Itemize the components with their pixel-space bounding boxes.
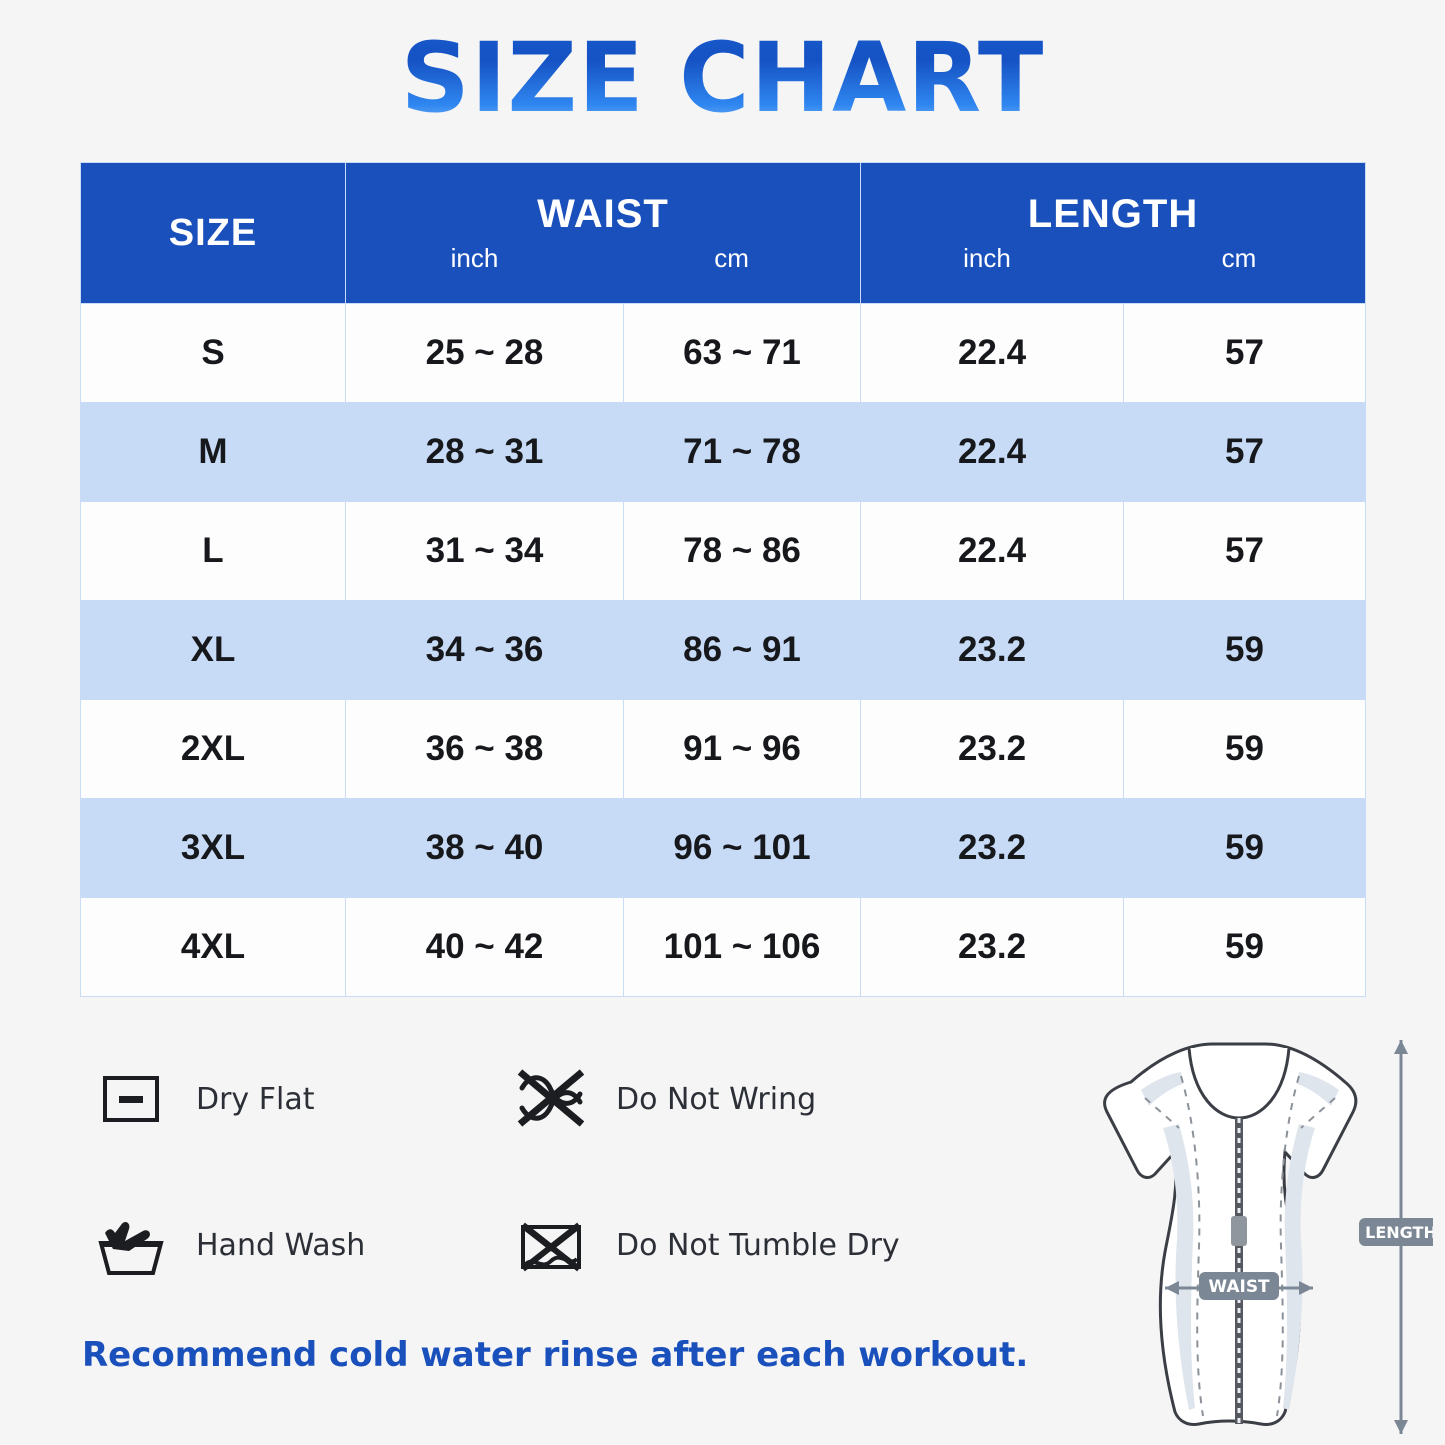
table-row (81, 304, 1366, 403)
length-measure-label: LENGTH (1365, 1223, 1433, 1242)
column-header-waist-label: WAIST (537, 192, 669, 236)
cell-length-cm: 59 (1124, 601, 1366, 700)
cell-size: 3XL (81, 799, 346, 898)
size-chart-table (80, 162, 1366, 997)
table-row (81, 502, 1366, 601)
column-header-length-inch: inch (963, 243, 1011, 273)
care-label: Do Not Tumble Dry (616, 1227, 900, 1263)
cell-size: 2XL (81, 700, 346, 799)
table-row (81, 403, 1366, 502)
care-row (88, 1202, 928, 1288)
table-row (81, 601, 1366, 700)
cell-length-inch: 22.4 (861, 304, 1124, 403)
cell-length-cm: 57 (1124, 304, 1366, 403)
column-header-size (81, 163, 346, 304)
cell-waist-inch: 31 ~ 34 (346, 502, 624, 601)
cell-waist-cm: 78 ~ 86 (624, 502, 861, 601)
table-row (81, 898, 1366, 997)
cell-length-inch: 23.2 (861, 898, 1124, 997)
cell-length-cm: 57 (1124, 502, 1366, 601)
cell-length-cm: 59 (1124, 700, 1366, 799)
cell-length-cm: 57 (1124, 403, 1366, 502)
care-label: Dry Flat (196, 1081, 315, 1117)
care-label: Hand Wash (196, 1227, 366, 1263)
size-chart-table-wrapper (80, 162, 1365, 997)
cell-size: M (81, 403, 346, 502)
waist-measure-label: WAIST (1208, 1277, 1270, 1297)
cell-length-inch: 23.2 (861, 700, 1124, 799)
cell-length-cm: 59 (1124, 799, 1366, 898)
dry-flat-icon (88, 1056, 174, 1142)
column-header-waist (346, 163, 861, 304)
cell-size: XL (81, 601, 346, 700)
cell-waist-cm: 96 ~ 101 (624, 799, 861, 898)
column-header-length-cm: cm (1221, 243, 1257, 273)
column-header-waist-inch: inch (450, 243, 499, 273)
cell-length-cm: 59 (1124, 898, 1366, 997)
column-header-length-label: LENGTH (1027, 192, 1199, 236)
cell-waist-inch: 38 ~ 40 (346, 799, 624, 898)
care-item-do-not-wring (508, 1056, 928, 1142)
care-item-dry-flat (88, 1056, 508, 1142)
care-item-do-not-tumble-dry (508, 1202, 928, 1288)
table-header-row (81, 163, 1366, 304)
cell-waist-cm: 71 ~ 78 (624, 403, 861, 502)
cell-waist-cm: 101 ~ 106 (624, 898, 861, 997)
table-row (81, 799, 1366, 898)
column-header-size-label: SIZE (168, 211, 258, 254)
column-header-waist-cm: cm (714, 243, 749, 273)
recommendation-text: Recommend cold water rinse after each workout. (82, 1335, 1029, 1375)
cell-length-inch: 22.4 (861, 502, 1124, 601)
page-title: SIZE CHART (0, 0, 1445, 134)
table-row (81, 700, 1366, 799)
garment-illustration (1013, 1020, 1433, 1440)
cell-size: S (81, 304, 346, 403)
care-item-hand-wash (88, 1202, 508, 1288)
cell-waist-cm: 91 ~ 96 (624, 700, 861, 799)
cell-waist-inch: 28 ~ 31 (346, 403, 624, 502)
cell-length-inch: 22.4 (861, 403, 1124, 502)
do-not-wring-icon (508, 1056, 594, 1142)
care-instructions (88, 1056, 928, 1348)
cell-length-inch: 23.2 (861, 601, 1124, 700)
column-header-length (861, 163, 1366, 304)
cell-size: L (81, 502, 346, 601)
cell-size: 4XL (81, 898, 346, 997)
do-not-tumble-dry-icon (508, 1202, 594, 1288)
table-head (81, 163, 1366, 304)
table-body (81, 304, 1366, 997)
cell-waist-cm: 63 ~ 71 (624, 304, 861, 403)
cell-waist-inch: 34 ~ 36 (346, 601, 624, 700)
cell-waist-inch: 40 ~ 42 (346, 898, 624, 997)
cell-waist-inch: 25 ~ 28 (346, 304, 624, 403)
cell-waist-cm: 86 ~ 91 (624, 601, 861, 700)
care-label: Do Not Wring (616, 1081, 817, 1117)
hand-wash-icon (88, 1202, 174, 1288)
cell-length-inch: 23.2 (861, 799, 1124, 898)
cell-waist-inch: 36 ~ 38 (346, 700, 624, 799)
care-row (88, 1056, 928, 1142)
